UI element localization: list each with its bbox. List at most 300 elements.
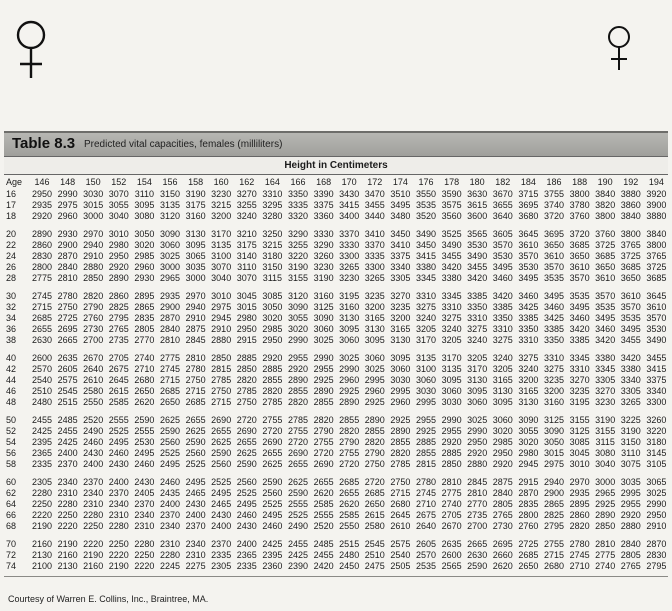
capacity-cell: 3350 [287, 189, 309, 199]
capacity-cell: 2910 [646, 521, 667, 531]
capacity-cell: 3480 [390, 211, 411, 221]
capacity-cell: 3080 [595, 448, 616, 458]
capacity-cell: 3760 [569, 211, 590, 221]
capacity-cell: 2570 [31, 364, 53, 374]
capacity-cell: 3045 [569, 448, 590, 458]
capacity-cell: 3090 [313, 313, 334, 323]
capacity-cell: 3070 [108, 189, 129, 199]
capacity-cell: 2340 [57, 477, 78, 487]
capacity-cell: 2495 [159, 459, 181, 469]
capacity-cell: 3715 [518, 189, 539, 199]
capacity-cell: 2935 [569, 488, 590, 498]
table-row [4, 273, 668, 284]
table-row [4, 302, 668, 313]
capacity-cell: 3550 [415, 189, 437, 199]
capacity-cell: 2220 [134, 561, 155, 571]
capacity-cell: 3575 [441, 200, 462, 210]
capacity-cell: 2925 [595, 499, 616, 509]
height-column-label: 180 [469, 177, 485, 187]
capacity-cell: 3340 [646, 386, 667, 396]
capacity-cell: 2525 [185, 459, 206, 469]
capacity-cell: 2845 [467, 477, 488, 487]
capacity-cell: 2585 [339, 510, 360, 520]
age-cell: 72 [6, 550, 17, 560]
capacity-cell: 2880 [211, 335, 232, 345]
capacity-cell: 2785 [211, 375, 232, 385]
capacity-cell: 3060 [492, 415, 513, 425]
capacity-cell: 3000 [83, 211, 104, 221]
capacity-cell: 3455 [441, 251, 462, 261]
capacity-cell: 3380 [415, 262, 437, 272]
capacity-cell: 2980 [108, 240, 129, 250]
capacity-cell: 2790 [313, 426, 334, 436]
capacity-cell: 2720 [262, 426, 283, 436]
table-row [4, 550, 668, 561]
age-cell: 70 [6, 539, 17, 549]
capacity-cell: 2935 [31, 200, 53, 210]
capacity-cell: 2870 [159, 313, 181, 323]
capacity-cell: 2820 [313, 415, 334, 425]
capacity-cell: 2835 [518, 499, 539, 509]
capacity-cell: 3220 [287, 251, 309, 261]
capacity-cell: 3460 [543, 302, 565, 312]
capacity-cell: 2635 [441, 539, 462, 549]
capacity-cell: 2745 [415, 488, 437, 498]
capacity-cell: 3225 [620, 415, 641, 425]
capacity-cell: 2755 [287, 426, 309, 436]
capacity-cell: 2305 [31, 477, 53, 487]
capacity-cell: 2960 [57, 211, 78, 221]
capacity-cell: 3060 [390, 364, 411, 374]
capacity-cell: 2790 [364, 448, 385, 458]
capacity-cell: 2755 [543, 539, 565, 549]
capacity-cell: 2730 [492, 521, 513, 531]
capacity-cell: 2625 [287, 477, 309, 487]
capacity-cell: 3060 [441, 386, 462, 396]
capacity-cell: 3880 [620, 189, 641, 199]
capacity-cell: 3330 [313, 229, 334, 239]
capacity-cell: 2740 [134, 353, 155, 363]
capacity-cell: 3025 [646, 488, 667, 498]
capacity-cell: 3030 [441, 397, 462, 407]
capacity-cell: 3310 [518, 335, 539, 345]
capacity-cell: 2220 [57, 521, 78, 531]
capacity-cell: 3425 [518, 302, 539, 312]
capacity-cell: 2190 [108, 561, 129, 571]
capacity-cell: 2890 [287, 375, 309, 385]
capacity-cell: 2685 [185, 397, 206, 407]
capacity-cell: 3305 [620, 386, 641, 396]
capacity-cell: 2455 [57, 426, 78, 436]
age-cell: 44 [6, 375, 17, 385]
capacity-cell: 2715 [390, 488, 411, 498]
capacity-cell: 3345 [595, 364, 616, 374]
capacity-cell: 2590 [467, 561, 488, 571]
capacity-cell: 3035 [620, 477, 641, 487]
capacity-cell: 2405 [134, 488, 155, 498]
capacity-cell: 2525 [108, 426, 129, 436]
capacity-cell: 2335 [236, 561, 257, 571]
capacity-cell: 2590 [262, 477, 283, 487]
capacity-cell: 3420 [620, 353, 641, 363]
column-heading-row [4, 177, 668, 188]
capacity-cell: 2580 [83, 386, 104, 396]
capacity-cell: 2870 [57, 251, 78, 261]
capacity-cell: 2680 [390, 499, 411, 509]
capacity-cell: 3150 [620, 437, 641, 447]
capacity-cell: 2400 [159, 499, 181, 509]
capacity-cell: 2655 [185, 415, 206, 425]
capacity-cell: 2665 [57, 335, 78, 345]
capacity-cell: 2360 [262, 561, 283, 571]
capacity-cell: 2250 [83, 521, 104, 531]
capacity-cell: 3375 [390, 251, 411, 261]
capacity-cell: 3615 [467, 200, 488, 210]
capacity-cell: 2655 [211, 426, 232, 436]
capacity-cell: 3260 [646, 415, 667, 425]
capacity-cell: 3155 [569, 415, 590, 425]
capacity-cell: 3345 [441, 291, 462, 301]
capacity-cell: 3130 [185, 229, 206, 239]
height-column-label: 158 [188, 177, 204, 187]
capacity-cell: 3190 [620, 426, 641, 436]
capacity-cell: 3200 [211, 211, 232, 221]
capacity-cell: 3570 [518, 251, 539, 261]
capacity-cell: 2720 [339, 459, 360, 469]
capacity-cell: 3420 [492, 291, 513, 301]
capacity-cell: 3210 [236, 229, 257, 239]
capacity-cell: 2535 [415, 561, 437, 571]
capacity-cell: 2855 [262, 375, 283, 385]
capacity-cell: 2430 [108, 459, 129, 469]
capacity-cell: 2995 [364, 375, 385, 385]
capacity-cell: 2775 [595, 550, 616, 560]
capacity-cell: 2550 [83, 397, 104, 407]
height-column-label: 152 [111, 177, 127, 187]
capacity-cell: 2940 [83, 240, 104, 250]
capacity-cell: 2855 [287, 386, 309, 396]
age-cell: 56 [6, 448, 17, 458]
capacity-cell: 3725 [620, 251, 641, 261]
capacity-cell: 2425 [31, 426, 53, 436]
capacity-cell: 3455 [646, 353, 667, 363]
height-column-label: 148 [60, 177, 76, 187]
age-cell: 60 [6, 477, 17, 487]
age-cell: 40 [6, 353, 17, 363]
capacity-cell: 2635 [57, 353, 78, 363]
capacity-cell: 3190 [287, 262, 309, 272]
age-cell: 62 [6, 488, 17, 498]
capacity-cell: 3155 [287, 273, 309, 283]
capacity-cell: 2680 [543, 561, 565, 571]
capacity-cell: 2980 [518, 448, 539, 458]
capacity-cell: 2765 [620, 561, 641, 571]
capacity-cell: 3110 [134, 189, 155, 199]
capacity-cell: 3300 [646, 397, 667, 407]
capacity-cell: 2880 [620, 521, 641, 531]
capacity-cell: 2715 [159, 375, 181, 385]
age-cell: 36 [6, 324, 17, 334]
capacity-cell: 3420 [441, 262, 462, 272]
capacity-cell: 2780 [57, 291, 78, 301]
capacity-cell: 2610 [390, 521, 411, 531]
capacity-cell: 3530 [646, 324, 667, 334]
capacity-cell: 2625 [211, 437, 232, 447]
capacity-cell: 3685 [620, 262, 641, 272]
capacity-cell: 3055 [108, 200, 129, 210]
capacity-cell: 2630 [467, 550, 488, 560]
capacity-cell: 3300 [339, 251, 360, 261]
capacity-cell: 2190 [31, 521, 53, 531]
capacity-cell: 3055 [287, 313, 309, 323]
capacity-cell: 2495 [185, 477, 206, 487]
age-cell: 18 [6, 211, 17, 221]
capacity-cell: 2640 [415, 521, 437, 531]
capacity-cell: 2365 [236, 550, 257, 560]
capacity-cell: 3425 [543, 313, 565, 323]
capacity-cell: 3310 [492, 324, 513, 334]
capacity-cell: 3240 [492, 353, 513, 363]
capacity-cell: 3180 [262, 251, 283, 261]
capacity-cell: 2805 [134, 324, 155, 334]
capacity-cell: 2795 [646, 561, 667, 571]
capacity-cell: 2955 [287, 353, 309, 363]
capacity-cell: 2910 [83, 251, 104, 261]
capacity-cell: 2765 [492, 510, 513, 520]
capacity-cell: 2495 [236, 499, 257, 509]
capacity-cell: 2850 [83, 273, 104, 283]
capacity-cell: 2725 [518, 539, 539, 549]
age-cell: 17 [6, 200, 17, 210]
capacity-cell: 2990 [646, 499, 667, 509]
capacity-cell: 2720 [313, 448, 334, 458]
capacity-cell: 2820 [83, 291, 104, 301]
capacity-cell: 3755 [543, 189, 565, 199]
capacity-cell: 3010 [211, 291, 232, 301]
capacity-cell: 3265 [364, 273, 385, 283]
capacity-cell: 3685 [646, 273, 667, 283]
capacity-cell: 2280 [31, 488, 53, 498]
capacity-cell: 2820 [339, 426, 360, 436]
height-column-label: 154 [136, 177, 152, 187]
capacity-cell: 3370 [364, 240, 385, 250]
capacity-cell: 2455 [31, 415, 53, 425]
capacity-cell: 2935 [159, 291, 181, 301]
capacity-cell: 3230 [313, 262, 334, 272]
capacity-cell: 2630 [31, 335, 53, 345]
capacity-cell: 2245 [159, 561, 181, 571]
height-column-label: 194 [648, 177, 664, 187]
capacity-cell: 3020 [518, 437, 539, 447]
capacity-cell: 2250 [57, 510, 78, 520]
capacity-cell: 2920 [441, 437, 462, 447]
capacity-cell: 3295 [262, 200, 283, 210]
capacity-cell: 2720 [364, 477, 385, 487]
capacity-cell: 2980 [236, 313, 257, 323]
capacity-cell: 3560 [441, 211, 462, 221]
capacity-cell: 3165 [518, 386, 539, 396]
capacity-cell: 2370 [108, 488, 129, 498]
capacity-cell: 2790 [83, 302, 104, 312]
capacity-cell: 2620 [492, 561, 513, 571]
capacity-cell: 3250 [262, 229, 283, 239]
capacity-cell: 2555 [287, 499, 309, 509]
capacity-cell: 2735 [467, 510, 488, 520]
capacity-cell: 3570 [569, 273, 590, 283]
age-cell: 50 [6, 415, 17, 425]
capacity-cell: 2885 [262, 364, 283, 374]
capacity-cell: 3035 [185, 262, 206, 272]
height-column-label: 172 [367, 177, 383, 187]
capacity-cell: 2340 [185, 539, 206, 549]
table-row [4, 335, 668, 346]
capacity-cell: 3200 [364, 302, 385, 312]
capacity-cell: 2865 [543, 499, 565, 509]
capacity-cell: 3510 [390, 189, 411, 199]
capacity-cell: 2545 [57, 386, 78, 396]
capacity-cell: 3400 [339, 211, 360, 221]
capacity-cell: 2780 [415, 477, 437, 487]
capacity-cell: 2955 [313, 364, 334, 374]
capacity-cell: 3610 [543, 251, 565, 261]
capacity-cell: 2555 [134, 426, 155, 436]
table-row [4, 437, 668, 448]
capacity-cell: 2795 [543, 521, 565, 531]
capacity-cell: 3725 [595, 240, 616, 250]
capacity-cell: 2835 [134, 313, 155, 323]
capacity-cell: 2810 [159, 335, 181, 345]
capacity-cell: 2650 [134, 386, 155, 396]
capacity-cell: 2885 [236, 353, 257, 363]
table-row [4, 415, 668, 426]
capacity-cell: 3190 [313, 273, 334, 283]
capacity-cell: 2890 [313, 386, 334, 396]
capacity-cell: 2740 [441, 499, 462, 509]
capacity-cell: 3410 [390, 240, 411, 250]
capacity-cell: 3340 [390, 262, 411, 272]
capacity-cell: 3195 [569, 397, 590, 407]
capacity-cell: 2855 [313, 397, 334, 407]
table-title-bar [4, 131, 668, 158]
capacity-cell: 3525 [441, 229, 462, 239]
capacity-cell: 2870 [646, 539, 667, 549]
capacity-cell: 3120 [159, 211, 181, 221]
capacity-cell: 3275 [441, 313, 462, 323]
capacity-cell: 3570 [646, 313, 667, 323]
capacity-cell: 3235 [390, 302, 411, 312]
capacity-cell: 3165 [390, 324, 411, 334]
capacity-cell: 3095 [390, 353, 411, 363]
capacity-cell: 2310 [83, 499, 104, 509]
capacity-cell: 3015 [83, 200, 104, 210]
capacity-cell: 3375 [646, 375, 667, 385]
capacity-cell: 2585 [313, 499, 334, 509]
capacity-cell: 2855 [415, 448, 437, 458]
capacity-cell: 2495 [134, 448, 155, 458]
capacity-cell: 2685 [31, 313, 53, 323]
capacity-cell: 3495 [595, 313, 616, 323]
capacity-cell: 2775 [159, 353, 181, 363]
capacity-cell: 2400 [185, 510, 206, 520]
age-cell: 28 [6, 273, 17, 283]
capacity-cell: 3090 [159, 229, 181, 239]
capacity-cell: 3495 [543, 291, 565, 301]
height-column-label: 156 [162, 177, 178, 187]
capacity-cell: 3450 [390, 229, 411, 239]
capacity-cell: 3025 [339, 353, 360, 363]
capacity-cell: 2920 [31, 211, 53, 221]
capacity-cell: 3275 [518, 353, 539, 363]
capacity-cell: 3270 [390, 291, 411, 301]
capacity-cell: 2615 [108, 386, 129, 396]
capacity-cell: 2560 [262, 488, 283, 498]
capacity-cell: 3610 [620, 291, 641, 301]
capacity-cell: 3105 [646, 459, 667, 469]
height-column-label: 160 [213, 177, 229, 187]
capacity-cell: 2825 [108, 302, 129, 312]
capacity-cell: 3780 [569, 200, 590, 210]
capacity-cell: 2600 [31, 353, 53, 363]
capacity-cell: 3080 [134, 211, 155, 221]
capacity-cell: 3045 [236, 291, 257, 301]
capacity-cell: 3590 [441, 189, 462, 199]
capacity-cell: 2715 [185, 386, 206, 396]
capacity-cell: 2495 [211, 488, 232, 498]
capacity-cell: 2625 [236, 448, 257, 458]
capacity-cell: 2735 [108, 335, 129, 345]
capacity-cell: 2925 [339, 386, 360, 396]
capacity-cell: 2890 [339, 397, 360, 407]
capacity-cell: 2430 [185, 499, 206, 509]
capacity-cell: 3115 [595, 437, 615, 447]
capacity-cell: 2955 [620, 499, 641, 509]
capacity-cell: 3530 [518, 262, 539, 272]
capacity-cell: 3170 [415, 335, 437, 345]
capacity-cell: 2625 [185, 426, 206, 436]
capacity-cell: 2950 [492, 448, 513, 458]
capacity-cell: 3655 [492, 200, 513, 210]
height-column-label: 146 [34, 177, 50, 187]
capacity-cell: 3135 [211, 240, 232, 250]
capacity-cell: 2280 [108, 521, 129, 531]
capacity-cell: 2590 [134, 415, 155, 425]
capacity-cell: 2690 [211, 415, 232, 425]
capacity-cell: 3150 [159, 189, 181, 199]
capacity-cell: 2370 [211, 539, 232, 549]
capacity-cell: 2450 [339, 561, 360, 571]
capacity-cell: 2945 [211, 313, 232, 323]
capacity-cell: 3535 [415, 200, 437, 210]
capacity-cell: 2615 [364, 510, 385, 520]
height-column-label: 192 [623, 177, 639, 187]
capacity-cell: 2925 [364, 397, 385, 407]
capacity-cell: 2485 [313, 539, 334, 549]
capacity-cell: 2785 [287, 415, 309, 425]
capacity-cell: 2880 [467, 459, 488, 469]
capacity-cell: 2400 [108, 477, 129, 487]
capacity-cell: 2310 [134, 521, 155, 531]
capacity-cell: 2775 [31, 273, 53, 283]
capacity-cell: 3200 [390, 313, 411, 323]
capacity-cell: 2715 [543, 550, 565, 560]
capacity-cell: 2490 [83, 426, 104, 436]
capacity-cell: 2955 [441, 426, 462, 436]
capacity-cell: 3220 [646, 426, 667, 436]
table-row [4, 561, 668, 572]
capacity-cell: 2190 [57, 539, 78, 549]
height-column-label: 186 [546, 177, 562, 187]
capacity-cell: 2580 [364, 521, 385, 531]
